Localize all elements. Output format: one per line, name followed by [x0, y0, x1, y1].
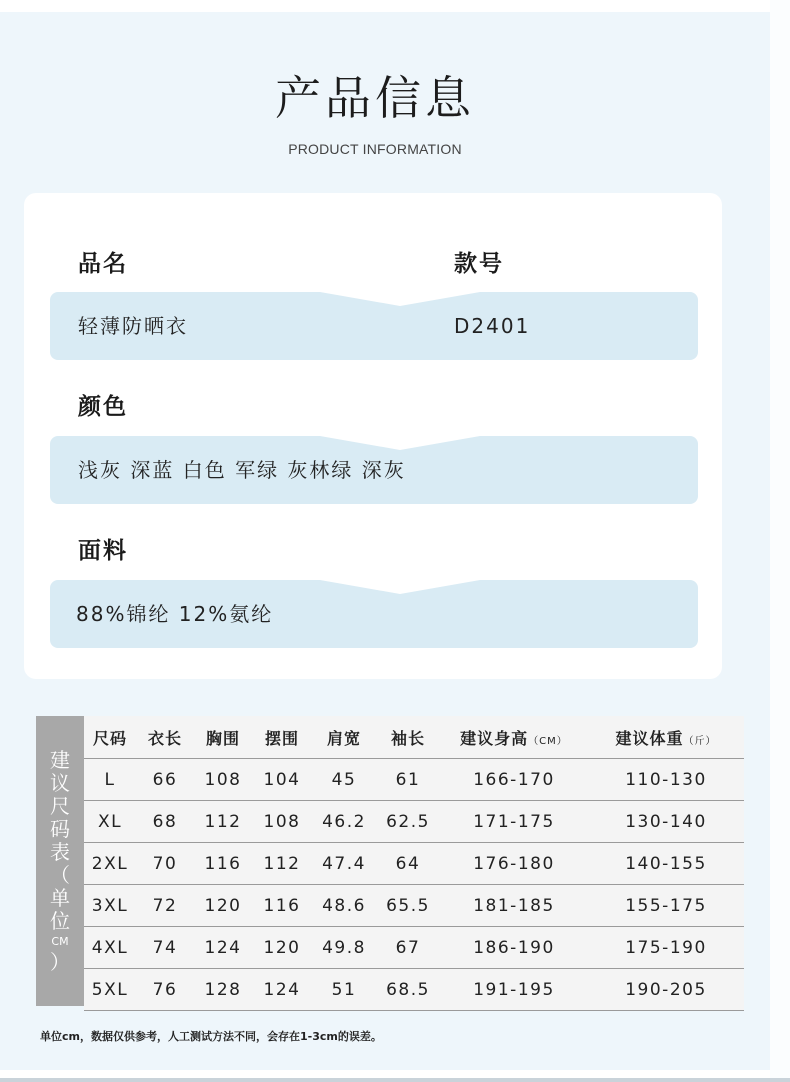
table-cell: 191-195: [440, 969, 588, 1011]
header-height-unit: （CM）: [528, 735, 568, 747]
table-cell: 181-185: [440, 885, 588, 927]
table-cell: 166-170: [440, 759, 588, 801]
header-sleeve: 袖长: [376, 716, 440, 759]
header-chest: 胸围: [194, 716, 252, 759]
side-title-char: 尺: [50, 793, 70, 818]
table-cell: 61: [376, 759, 440, 801]
side-title-char: 建: [50, 747, 70, 772]
table-cell: 70: [136, 843, 194, 885]
product-code-label: 款号: [454, 251, 504, 277]
right-margin-strip: [770, 0, 790, 1082]
table-cell: 72: [136, 885, 194, 927]
header-weight-unit: （斤）: [683, 735, 717, 747]
header-hem: 摆围: [252, 716, 312, 759]
header-size: 尺码: [84, 716, 136, 759]
table-cell: 175-190: [588, 927, 744, 969]
table-cell: 68.5: [376, 969, 440, 1011]
size-chart: [36, 716, 744, 1006]
size-table: [84, 716, 744, 1011]
table-cell: 130-140: [588, 801, 744, 843]
table-cell: 140-155: [588, 843, 744, 885]
table-cell: 124: [252, 969, 312, 1011]
table-cell: 171-175: [440, 801, 588, 843]
page-title: 产品信息: [275, 71, 475, 125]
side-title-char: （: [50, 862, 70, 887]
table-cell: 112: [252, 843, 312, 885]
table-cell: 2XL: [84, 843, 136, 885]
header-length: 衣长: [136, 716, 194, 759]
side-title-char: 表: [50, 839, 70, 864]
table-cell: 46.2: [312, 801, 376, 843]
product-code-value: D2401: [454, 314, 531, 338]
table-cell: 74: [136, 927, 194, 969]
size-chart-side-title: [36, 716, 84, 1006]
fabric-value: 88%锦纶 12%氨纶: [76, 602, 274, 626]
product-info-card: [24, 193, 722, 679]
fabric-pill: [50, 580, 698, 648]
table-cell: 3XL: [84, 885, 136, 927]
table-cell: 108: [252, 801, 312, 843]
table-cell: 49.8: [312, 927, 376, 969]
side-title-char: 议: [50, 770, 70, 795]
side-title-chars: [50, 749, 70, 933]
side-title-char: 码: [50, 816, 70, 841]
side-title-char: 单: [50, 885, 70, 910]
table-cell: 48.6: [312, 885, 376, 927]
table-cell: 110-130: [588, 759, 744, 801]
product-name-label: 品名: [78, 251, 128, 277]
table-cell: 120: [252, 927, 312, 969]
table-cell: 124: [194, 927, 252, 969]
table-cell: L: [84, 759, 136, 801]
color-pill: [50, 436, 698, 504]
table-cell: 176-180: [440, 843, 588, 885]
product-name-code-pill: [50, 292, 698, 360]
table-cell: 45: [312, 759, 376, 801]
table-cell: 76: [136, 969, 194, 1011]
table-cell: 108: [194, 759, 252, 801]
header-shoulder: 肩宽: [312, 716, 376, 759]
table-cell: 186-190: [440, 927, 588, 969]
table-cell: 112: [194, 801, 252, 843]
side-title-char: 位: [50, 908, 70, 933]
table-cell: 116: [252, 885, 312, 927]
table-cell: 5XL: [84, 969, 136, 1011]
table-cell: 128: [194, 969, 252, 1011]
measurement-note: 单位cm，数据仅供参考，人工测试方法不同，会存在1-3cm的误差。: [40, 1030, 382, 1043]
table-row: [84, 927, 744, 969]
table-cell: 62.5: [376, 801, 440, 843]
page-subtitle: PRODUCT INFORMATION: [288, 141, 462, 157]
table-row: [84, 759, 744, 801]
header-weight: 建议体重（斤）: [588, 716, 744, 759]
table-row: [84, 969, 744, 1011]
side-title-close: ）: [50, 949, 70, 974]
table-row: [84, 801, 744, 843]
bottom-divider: [0, 1078, 790, 1082]
header-height: 建议身高（CM）: [440, 716, 588, 759]
table-cell: 120: [194, 885, 252, 927]
table-cell: 66: [136, 759, 194, 801]
table-cell: 51: [312, 969, 376, 1011]
side-title-unit: CM: [51, 934, 69, 948]
table-cell: 190-205: [588, 969, 744, 1011]
table-cell: 64: [376, 843, 440, 885]
table-cell: 116: [194, 843, 252, 885]
fabric-label: 面料: [78, 538, 128, 564]
table-cell: 47.4: [312, 843, 376, 885]
color-label: 颜色: [78, 394, 128, 420]
table-cell: 155-175: [588, 885, 744, 927]
table-row: [84, 885, 744, 927]
table-cell: 65.5: [376, 885, 440, 927]
table-cell: 68: [136, 801, 194, 843]
table-cell: 104: [252, 759, 312, 801]
product-name-value: 轻薄防晒衣: [78, 314, 188, 338]
table-cell: 67: [376, 927, 440, 969]
color-value: 浅灰 深蓝 白色 军绿 灰林绿 深灰: [78, 458, 406, 482]
size-table-header-row: [84, 716, 744, 759]
table-cell: 4XL: [84, 927, 136, 969]
table-row: [84, 843, 744, 885]
table-cell: XL: [84, 801, 136, 843]
